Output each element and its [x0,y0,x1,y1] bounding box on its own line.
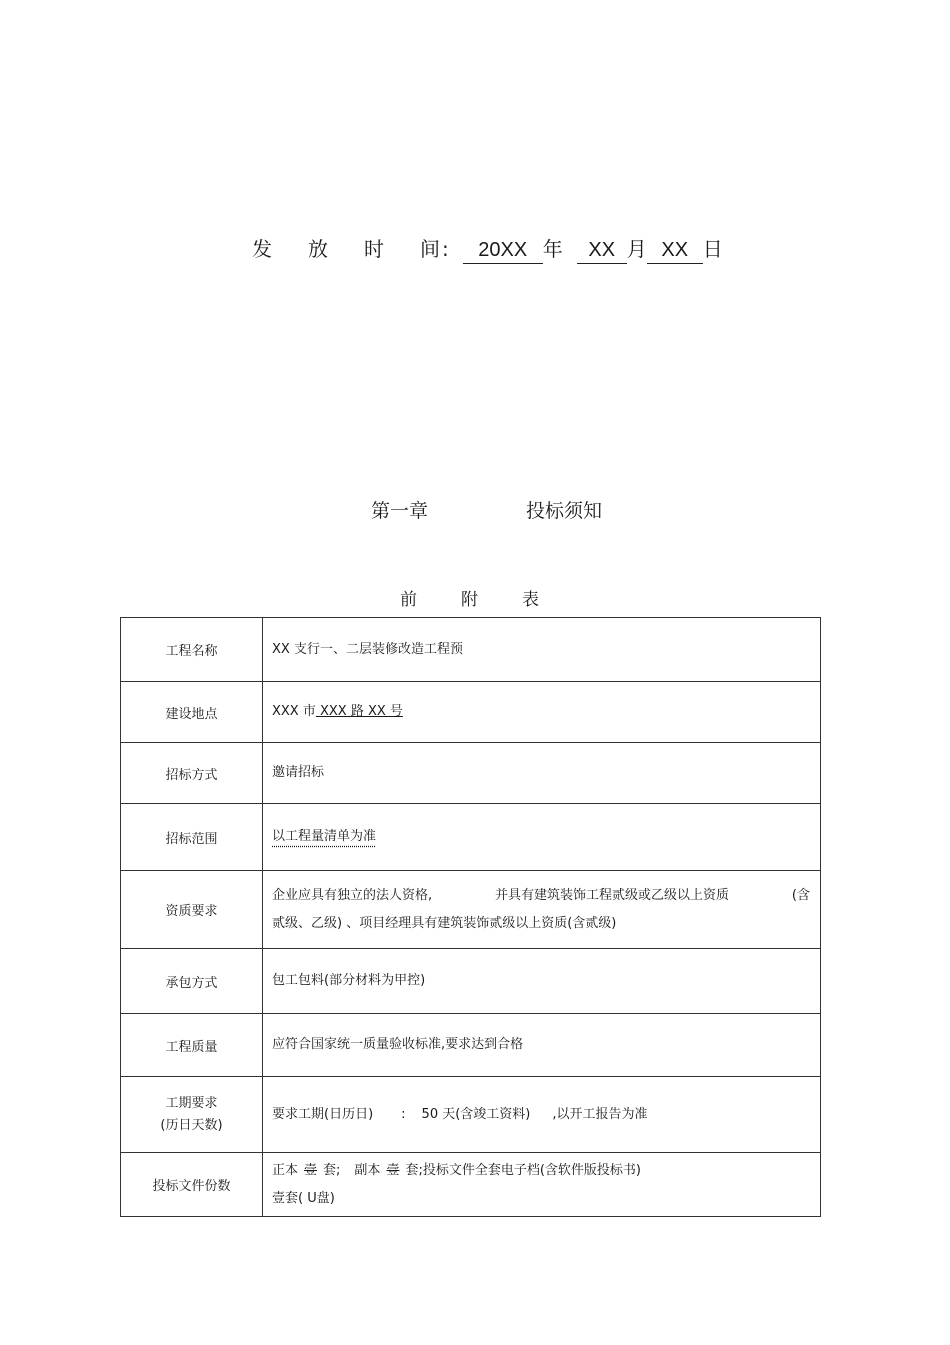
location-underlined: XXX 路 XX 号 [315,704,403,719]
issue-month: XX [577,237,627,264]
table-title-char: 表 [522,590,539,610]
issue-month-unit: 月 [626,237,647,261]
row-value [263,1077,821,1153]
row-key: 工程质量 [121,1014,263,1077]
copy-label: 副本 [354,1162,381,1178]
table-title-char: 前 [400,590,417,610]
qualification-line2: 贰级、乙级) 、项目经理具有建筑装饰贰级以上资质(含贰级) [272,915,617,931]
row-value: 包工包料(部分材料为甲控) [263,949,821,1014]
table-row [121,949,821,1014]
duration-key-line1: 工期要求 [165,1095,218,1111]
issue-day: XX [647,237,703,264]
original-count: 壹 [304,1162,318,1178]
table-row [121,1014,821,1077]
qualification-part-b: 并具有建筑装饰工程贰级或乙级以上资质 [495,887,730,903]
issue-date-line [252,233,723,265]
row-key: 建设地点 [121,682,263,743]
copy-unit: 套;投标文件全套电子档(含软件版投标书) [405,1162,641,1178]
row-value: 邀请招标 [263,743,821,804]
qualification-line1 [272,882,810,910]
chapter-number: 第一章 [371,500,429,522]
row-key: 工程名称 [121,618,263,682]
row-key [121,1077,263,1153]
row-value [263,804,821,871]
table-row [121,618,821,682]
issue-label-char: 发 [252,237,272,261]
row-key: 投标文件份数 [121,1153,263,1217]
table-row [121,1153,821,1217]
duration-key-line2: (历日天数) [160,1117,223,1133]
row-value: 应符合国家统一质量验收标准,要求达到合格 [263,1014,821,1077]
row-key: 承包方式 [121,949,263,1014]
table-title [400,585,539,610]
duration-part-b: : [401,1106,406,1122]
row-key: 招标范围 [121,804,263,871]
original-label: 正本 [272,1162,299,1178]
row-value: XX 支行一、二层装修改造工程预 [263,618,821,682]
qualification-part-c: (含 [791,887,810,903]
row-value [263,682,821,743]
table-row [121,804,821,871]
duration-part-c: 50 天(含竣工资料) [421,1106,531,1122]
row-value [263,1153,821,1217]
duration-part-d: ,以开工报告为准 [552,1106,648,1122]
copies-line2: 壹套( U盘) [272,1190,335,1206]
duration-part-a: 要求工期(日历日) [272,1106,374,1122]
chapter-name: 投标须知 [526,500,603,522]
issue-label-char: 时 [364,237,384,261]
issue-day-unit: 日 [702,237,723,261]
table-row [121,871,821,949]
issue-label-char: 放 [308,237,328,261]
chapter-heading [371,496,602,523]
issue-year-unit: 年 [542,237,563,261]
row-key: 资质要求 [121,871,263,949]
issue-label-char: 间 [420,237,440,261]
row-value [263,871,821,949]
row-key: 招标方式 [121,743,263,804]
original-unit: 套; [323,1162,341,1178]
table-title-char: 附 [461,590,478,610]
copies-line1 [272,1157,810,1185]
table-row [121,743,821,804]
table-row [121,1077,821,1153]
copy-count: 壹 [386,1162,400,1178]
bid-scope-text: 以工程量清单为准 [272,829,377,844]
issue-colon: : [442,237,449,261]
table-row [121,682,821,743]
front-appendix-table [120,617,821,1217]
qualification-part-a: 企业应具有独立的法人资格, [272,887,433,903]
location-prefix: XXX 市 [272,704,316,719]
issue-year: 20XX [463,237,543,264]
